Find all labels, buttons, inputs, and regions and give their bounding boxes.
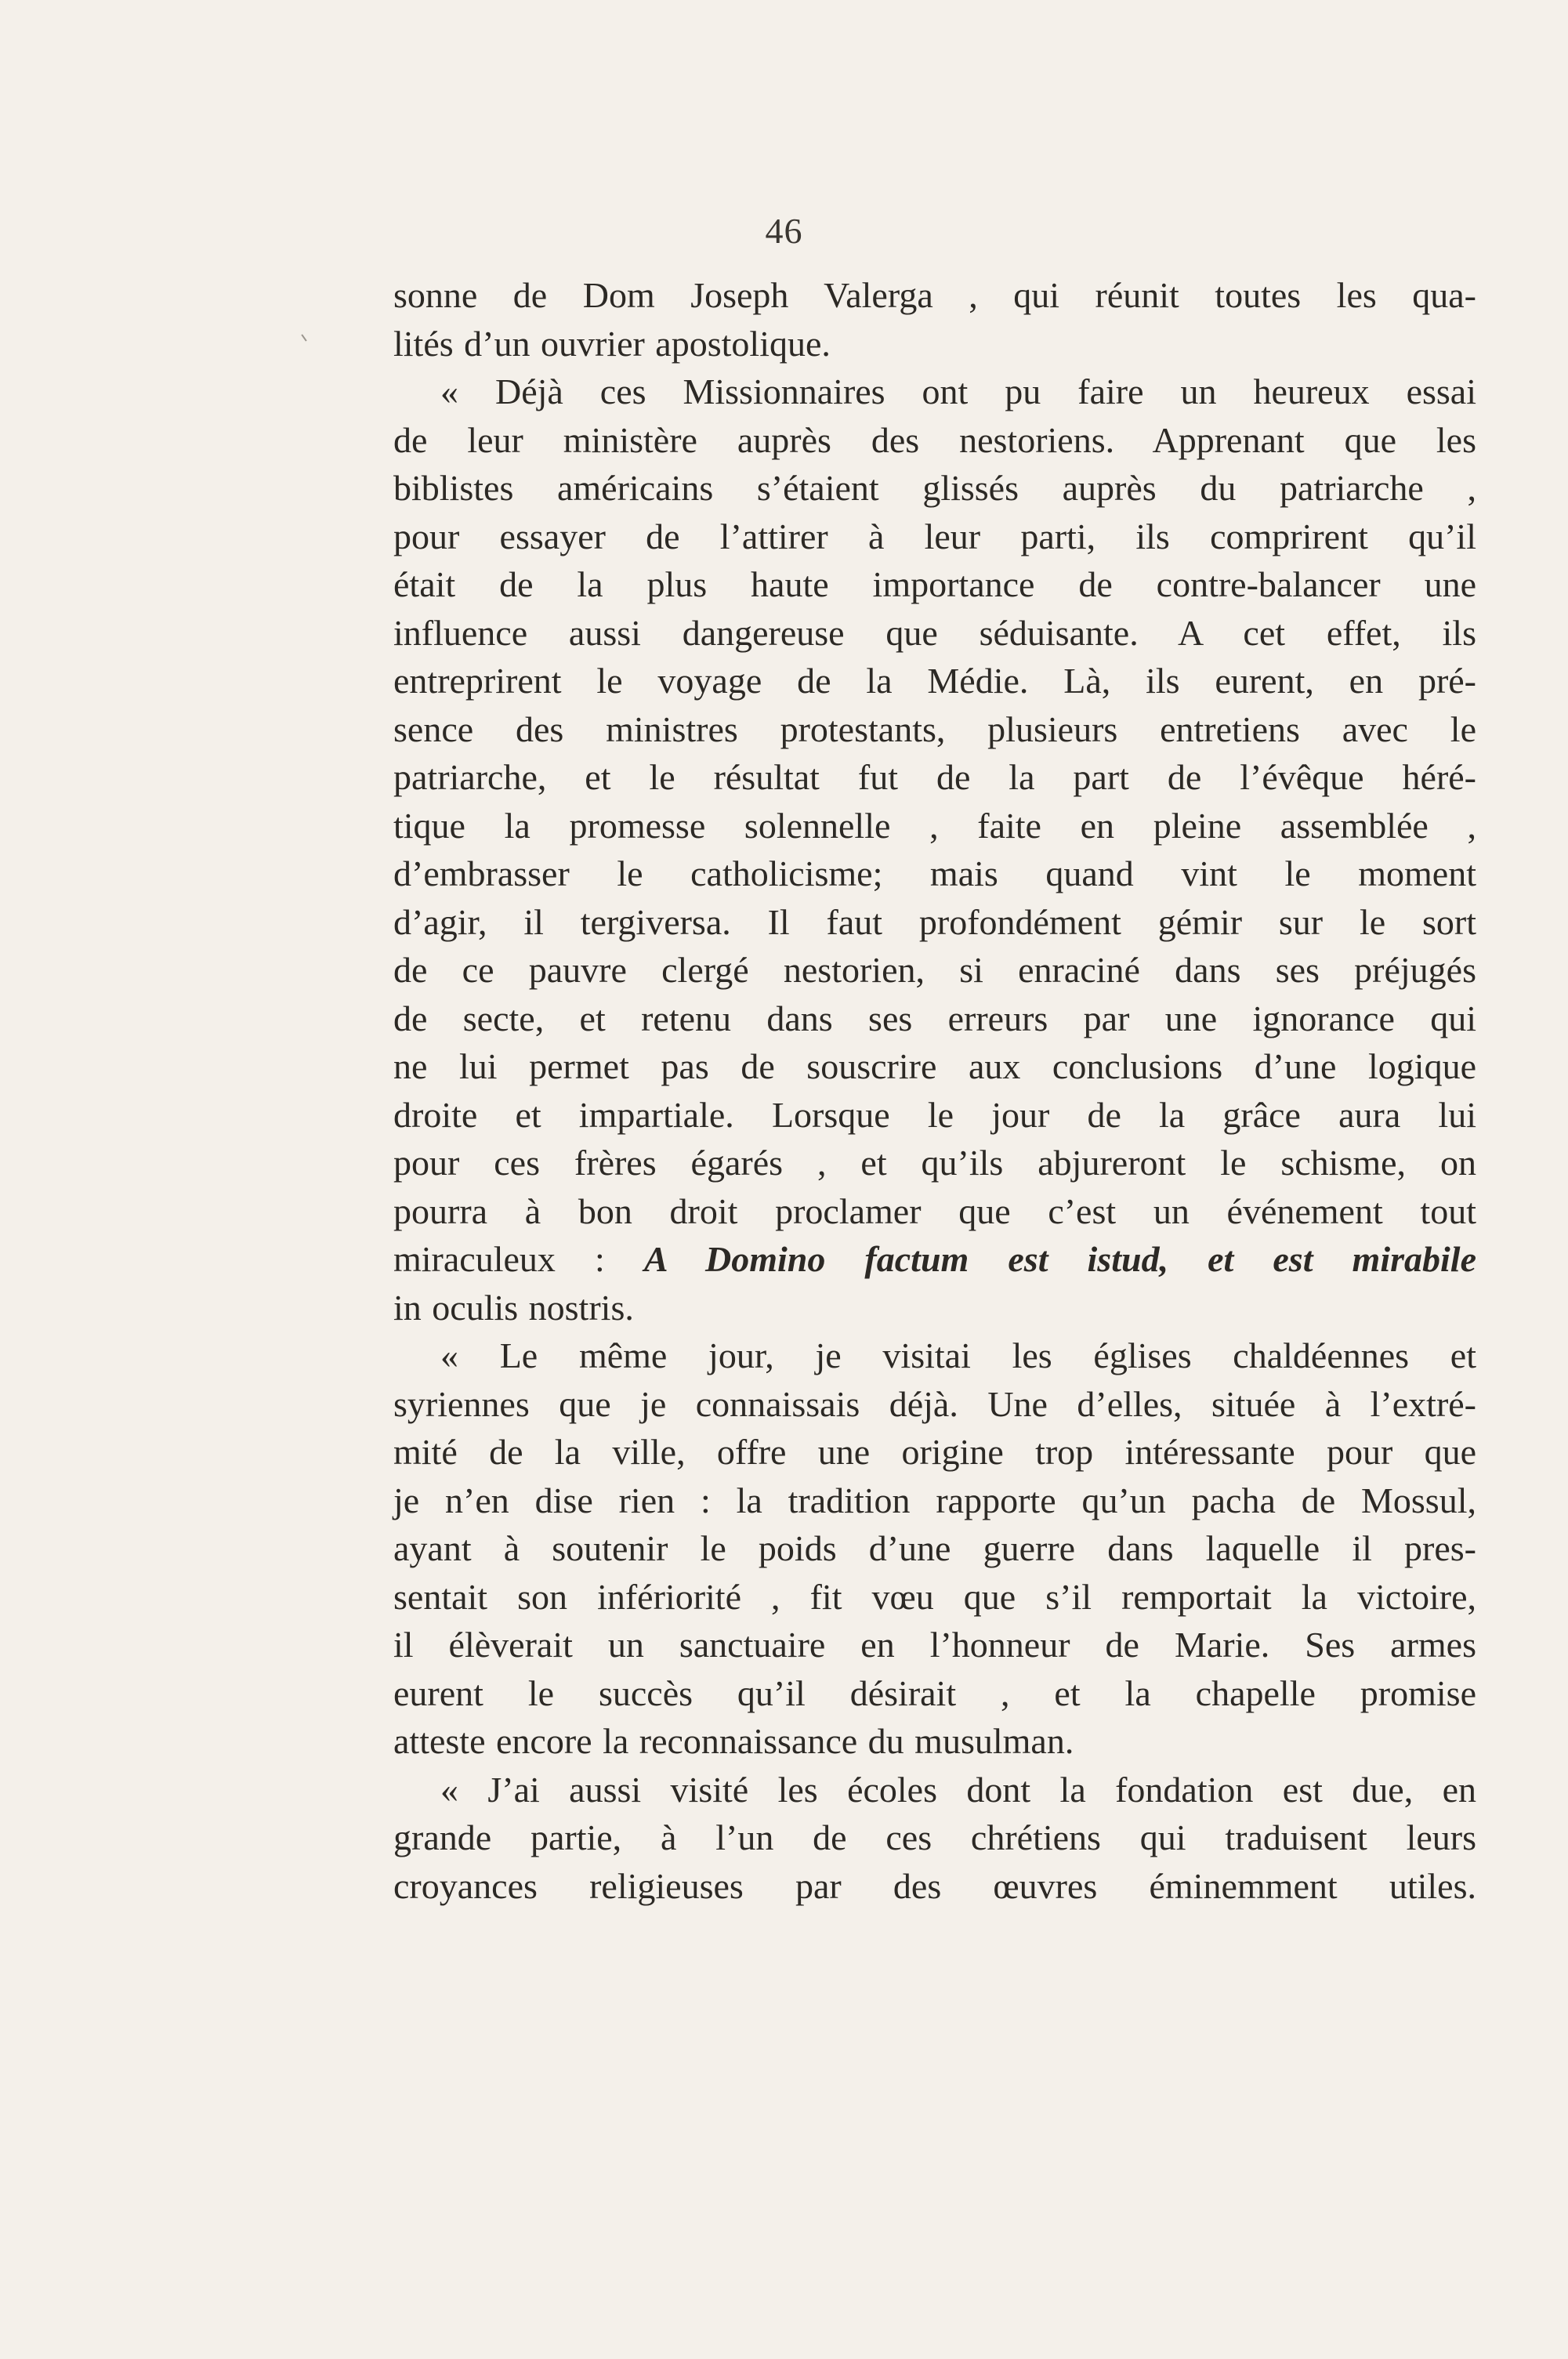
text-line: influence aussi dangereuse que séduisante. A cet effet, ils: [393, 612, 1476, 653]
text-line: était de la plus haute importance de contre-balancer une: [393, 564, 1476, 604]
text-line: de ce pauvre clergé nestorien, si enraciné dans ses préjugés: [393, 950, 1476, 990]
latin-quote: A Domino factum est istud: [643, 1239, 1160, 1279]
margin-mark: [301, 334, 306, 341]
text-line: « Le même jour, je visitai les églises chaldéennes et: [440, 1335, 1476, 1375]
latin-quote-tail: , et est mirabile: [1159, 1239, 1476, 1279]
text-line: pour ces frères égarés , et qu’ils abjureront le schisme, on: [393, 1143, 1476, 1183]
text-line: patriarche, et le résultat fut de la part de l’évêque héré-: [393, 757, 1476, 797]
text-line: croyances religieuses par des œuvres éminemment utiles.: [393, 1865, 1476, 1906]
text-line: mité de la ville, offre une origine trop intéressante pour que: [393, 1432, 1476, 1472]
text-line: de secte, et retenu dans ses erreurs par une ignorance qui: [393, 998, 1476, 1038]
text-line: entreprirent le voyage de la Médie. Là, ils eurent, en pré-: [393, 661, 1476, 701]
text-line: sonne de Dom Joseph Valerga , qui réunit toutes les qua-: [393, 275, 1476, 315]
text-line: syriennes que je connaissais déjà. Une d’elles, située à l’extré-: [393, 1383, 1476, 1424]
text-line: sence des ministres protestants, plusieurs entretiens avec le: [393, 708, 1476, 749]
latin-quote-end: in oculis nostris.: [393, 1287, 634, 1328]
text-line: d’embrasser le catholicisme; mais quand vint le moment: [393, 853, 1476, 893]
text-line: ayant à soutenir le poids d’une guerre dans laquelle il pres-: [393, 1528, 1476, 1568]
text-line: pour essayer de l’attirer à leur parti, ils comprirent qu’il: [393, 516, 1476, 556]
body-text: [393, 271, 1476, 1910]
text-line: ne lui permet pas de souscrire aux conclusions d’une logique: [393, 1046, 1476, 1086]
text-line: eurent le succès qu’il désirait , et la chapelle promise: [393, 1672, 1476, 1713]
text-line: je n’en dise rien : la tradition rapporte qu’un pacha de Mossul,: [393, 1480, 1476, 1520]
text-line: « J’ai aussi visité les écoles dont la fondation est due, en: [440, 1769, 1476, 1810]
text-segment: miraculeux :: [393, 1239, 605, 1279]
text-line: de leur ministère auprès des nestoriens. Apprenant que les: [393, 419, 1476, 460]
text-line: droite et impartiale. Lorsque le jour de la grâce aura lui: [393, 1094, 1476, 1135]
text-line: d’agir, il tergiversa. Il faut profondément gémir sur le sort: [393, 901, 1476, 942]
text-line: atteste encore la reconnaissance du musulman.: [393, 1721, 1074, 1761]
text-line: lités d’un ouvrier apostolique.: [393, 323, 831, 364]
text-line: tique la promesse solennelle , faite en pleine assemblée ,: [393, 805, 1476, 846]
text-line: il élèverait un sanctuaire en l’honneur de Marie. Ses armes: [393, 1625, 1476, 1665]
page-number: 46: [765, 211, 803, 251]
text-line: sentait son infériorité , fit vœu que s’il remportait la victoire,: [393, 1576, 1476, 1617]
text-line: grande partie, à l’un de ces chrétiens qui traduisent leurs: [393, 1817, 1476, 1857]
text-line-with-quote: [393, 1235, 1476, 1284]
text-line: pourra à bon droit proclamer que c’est un événement tout: [393, 1190, 1476, 1231]
text-line: biblistes américains s’étaient glissés auprès du patriarche ,: [393, 468, 1476, 508]
text-line: « Déjà ces Missionnaires ont pu faire un heureux essai: [440, 371, 1476, 411]
